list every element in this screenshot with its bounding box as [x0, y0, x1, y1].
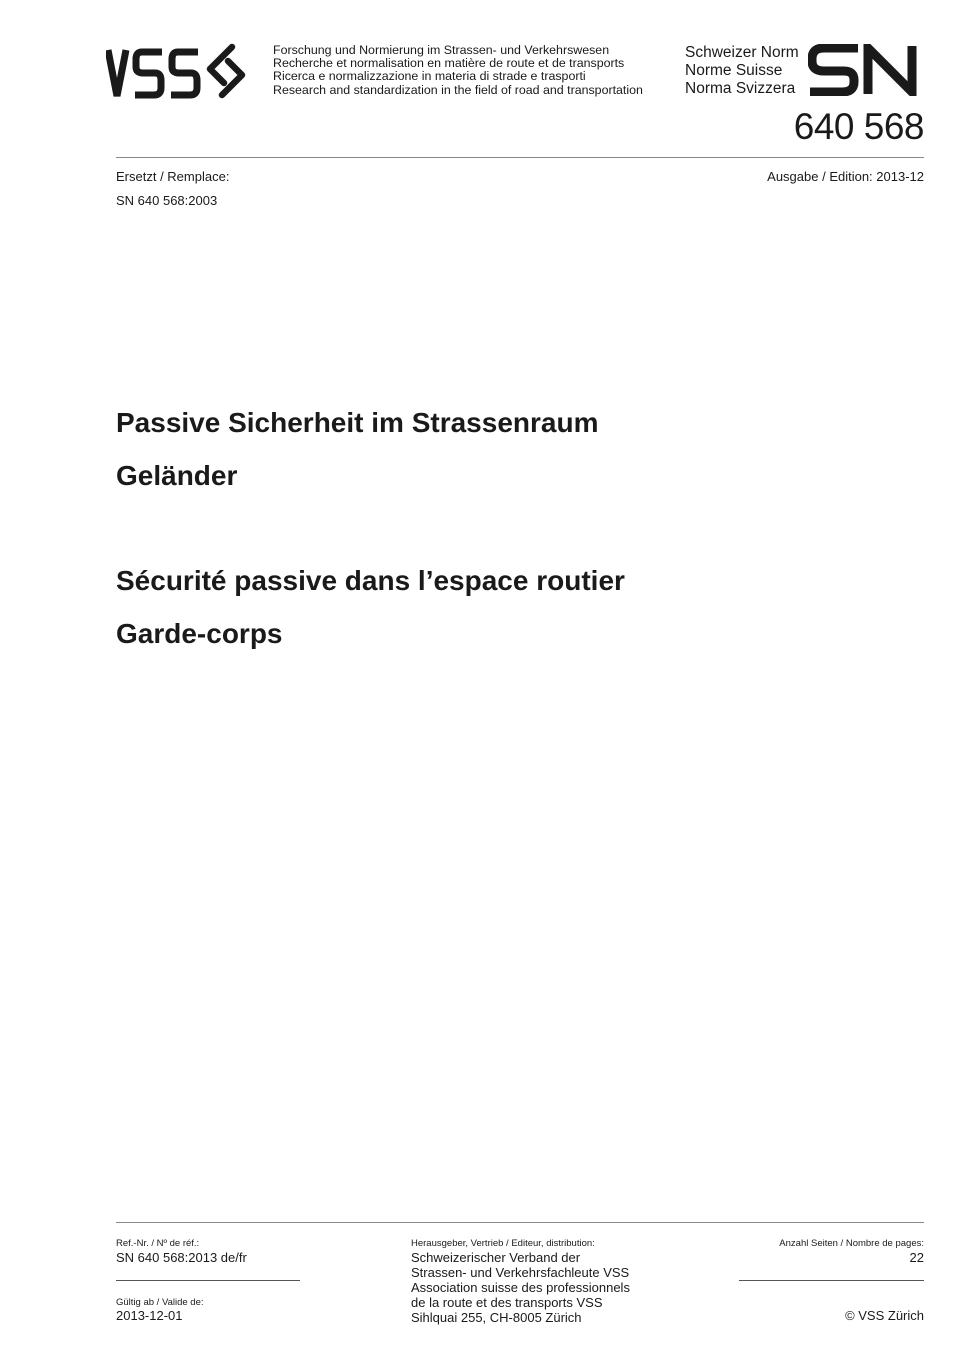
vss-description-de: Forschung und Normierung im Strassen- und Verkehrswesen	[273, 43, 610, 57]
title-de-main: Passive Sicherheit im Strassenraum	[116, 407, 599, 438]
vss-description-it: Ricerca e normalizzazione in materia di strade e trasporti	[273, 69, 586, 84]
vss-description-block	[273, 44, 643, 97]
replaces-label: Ersetzt / Remplace:	[116, 169, 230, 184]
footer-right-divider	[739, 1280, 924, 1281]
page-count-value: 22	[909, 1250, 924, 1265]
title-de-sub: Geländer	[116, 460, 238, 491]
standard-number: 640 568	[793, 106, 924, 147]
header-divider	[116, 157, 924, 158]
norm-label-de: Schweizer Norm	[685, 44, 799, 61]
footer-divider	[116, 1222, 924, 1223]
publisher-label: Herausgeber, Vertrieb / Editeur, distribution:	[411, 1238, 595, 1249]
valid-from-label: Gültig ab / Valide de:	[116, 1297, 204, 1308]
publisher-line: Schweizerischer Verband der	[411, 1250, 581, 1265]
publisher-line: Sihlquai 255, CH-8005 Zürich	[411, 1310, 582, 1325]
sn-logo	[808, 44, 925, 96]
publisher-line: de la route et des transports VSS	[411, 1295, 603, 1310]
norm-label-fr: Norme Suisse	[685, 61, 783, 79]
norm-label-it: Norma Svizzera	[685, 79, 796, 97]
footer-left-divider	[116, 1280, 300, 1281]
publisher-line: Strassen- und Verkehrsfachleute VSS	[411, 1265, 630, 1280]
ref-number-label: Ref.-Nr. / Nº de réf.:	[116, 1238, 200, 1249]
title-fr-main: Sécurité passive dans l’espace routier	[116, 565, 625, 596]
norm-labels	[685, 44, 799, 97]
replaces-value: SN 640 568:2003	[116, 193, 218, 208]
vss-logo	[106, 42, 266, 102]
vss-description-en: Research and standardization in the field of road and transportation	[273, 82, 643, 97]
copyright: © VSS Zürich	[845, 1308, 924, 1323]
page-count-label: Anzahl Seiten / Nombre de pages:	[779, 1238, 924, 1249]
title-fr-sub: Garde-corps	[116, 618, 283, 649]
ref-number-value: SN 640 568:2013 de/fr	[116, 1250, 247, 1265]
valid-from-value: 2013-12-01	[116, 1308, 183, 1323]
edition-date: Ausgabe / Edition: 2013-12	[767, 169, 924, 184]
publisher-line: Association suisse des professionnels	[411, 1280, 630, 1295]
vss-description-fr: Recherche et normalisation en matière de route et de transports	[273, 56, 625, 71]
publisher-address	[411, 1250, 630, 1325]
